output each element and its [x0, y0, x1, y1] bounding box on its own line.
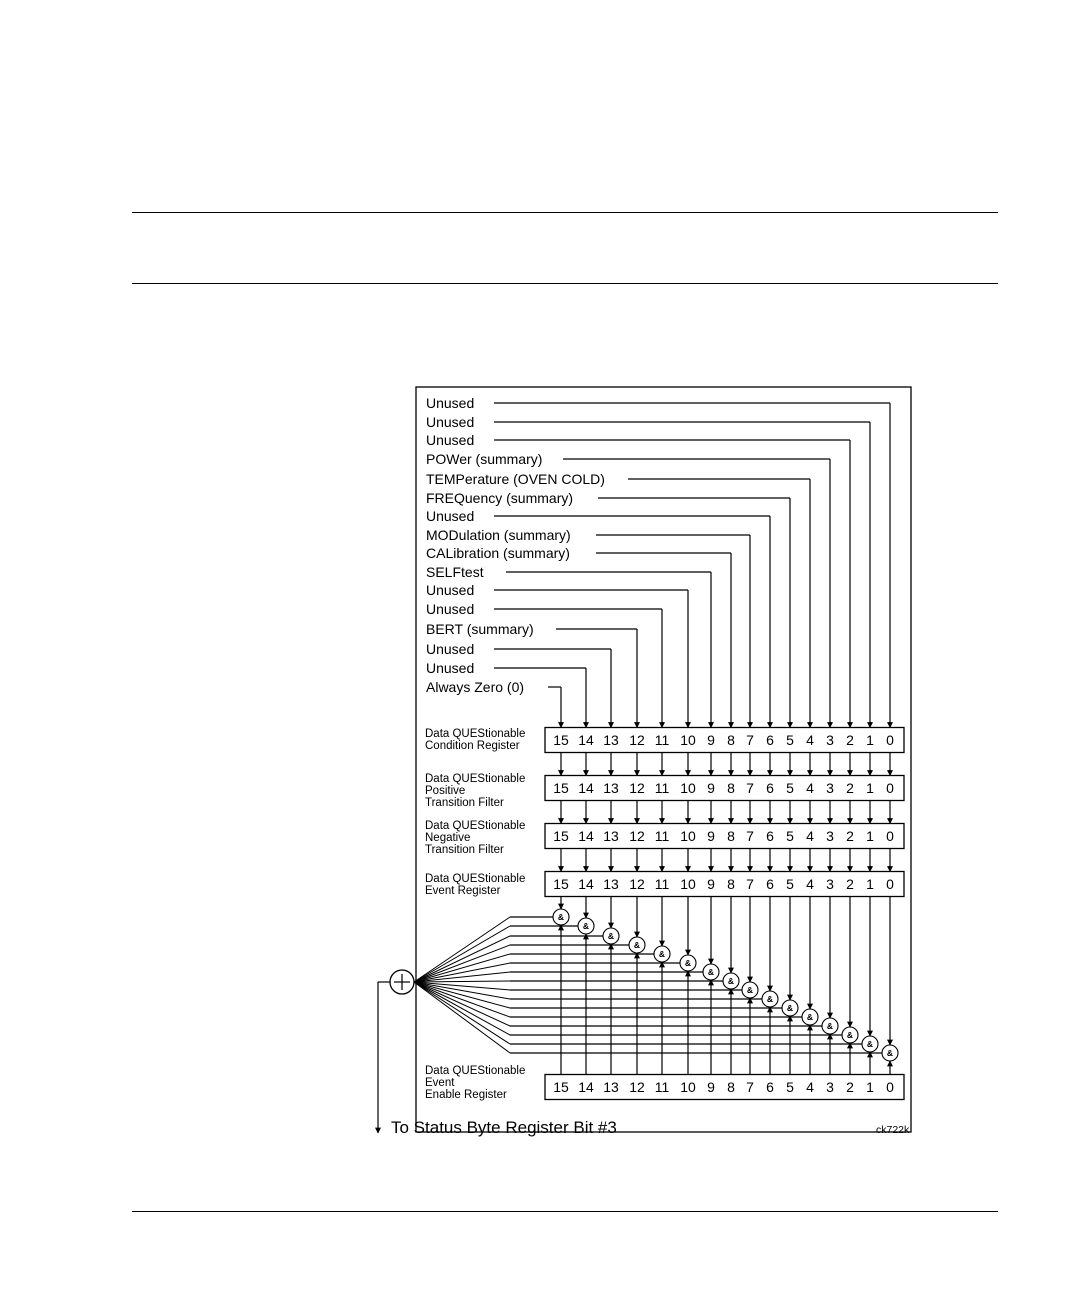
gate-to-summary-line: [414, 945, 510, 982]
bit-number: 7: [746, 732, 754, 748]
bit-number: 6: [766, 732, 774, 748]
gate-to-summary-line: [414, 982, 510, 1044]
bit-number: 12: [629, 1079, 645, 1095]
bit-number: 2: [846, 732, 854, 748]
bit-number: 6: [766, 828, 774, 844]
bit-number: 8: [727, 828, 735, 844]
gate-to-summary-line: [414, 982, 510, 1035]
and-gate-symbol: &: [707, 967, 715, 977]
bit-number: 1: [866, 780, 874, 796]
bit-number: 9: [707, 1079, 715, 1095]
bit-number: 13: [603, 828, 619, 844]
bit-number: 8: [727, 732, 735, 748]
and-gate: [762, 991, 778, 1007]
bit-number: 0: [886, 828, 894, 844]
register-label: Data QUEStionable: [425, 873, 526, 885]
register-1: [425, 773, 904, 809]
register-label: Event Register: [425, 885, 501, 897]
gate-to-summary-line: [414, 954, 510, 982]
bit-number: 2: [846, 828, 854, 844]
bit-number: 15: [553, 1079, 569, 1095]
register-label: Data QUEStionable: [425, 773, 526, 785]
and-gate: [782, 1000, 798, 1016]
bit-number: 8: [727, 876, 735, 892]
figure-id: ck722k: [876, 1124, 910, 1136]
bit-number: 12: [629, 876, 645, 892]
and-gate-symbol: &: [658, 949, 666, 959]
and-gate-symbol: &: [846, 1030, 854, 1040]
bit-number: 3: [826, 828, 834, 844]
bit-number: 5: [786, 828, 794, 844]
and-gate-symbol: &: [727, 976, 735, 986]
and-gate-symbol: &: [826, 1021, 834, 1031]
and-gate-symbol: &: [866, 1039, 874, 1049]
and-gate-symbol: &: [607, 931, 615, 941]
bit-number: 15: [553, 732, 569, 748]
bit-number: 13: [603, 876, 619, 892]
and-gate: [629, 937, 645, 953]
bit-number: 3: [826, 732, 834, 748]
and-gate-symbol: &: [766, 994, 774, 1004]
bit-number: 14: [578, 828, 594, 844]
and-gate: [680, 955, 696, 971]
bit-number: 15: [553, 780, 569, 796]
bit-number: 5: [786, 780, 794, 796]
and-gate: [822, 1018, 838, 1034]
bit-number: 9: [707, 876, 715, 892]
register-label: Data QUEStionable: [425, 820, 526, 832]
signal-label: Unused: [426, 395, 475, 411]
bit-number: 5: [786, 732, 794, 748]
register-0: [425, 728, 904, 753]
register-label: Data QUEStionable: [425, 1065, 526, 1077]
bit-number: 8: [727, 1079, 735, 1095]
bit-number: 9: [707, 732, 715, 748]
register-label: Condition Register: [425, 740, 520, 752]
and-gates: [553, 909, 898, 1061]
gate-to-summary-line: [414, 981, 510, 982]
signal-label: Unused: [426, 508, 475, 524]
and-gate-symbol: &: [806, 1012, 814, 1022]
bit-number: 12: [629, 732, 645, 748]
and-gate: [603, 928, 619, 944]
signal-label: Unused: [426, 641, 475, 657]
bit-number: 8: [727, 780, 735, 796]
signal-label: Unused: [426, 582, 475, 598]
bit-number: 6: [766, 780, 774, 796]
and-gate: [862, 1036, 878, 1052]
bit-number: 5: [786, 876, 794, 892]
register-label: Enable Register: [425, 1089, 507, 1101]
bit-number: 14: [578, 732, 594, 748]
bit-number: 14: [578, 1079, 594, 1095]
bit-number: 3: [826, 1079, 834, 1095]
bit-number: 10: [680, 1079, 696, 1095]
signal-label: Unused: [426, 432, 475, 448]
signal-label: Unused: [426, 601, 475, 617]
bit-number: 4: [806, 1079, 814, 1095]
bit-number: 11: [654, 876, 670, 892]
bit-number: 15: [553, 876, 569, 892]
and-gate: [553, 909, 569, 925]
bit-number: 11: [654, 732, 670, 748]
bit-number: 9: [707, 780, 715, 796]
bit-number: 6: [766, 876, 774, 892]
bit-number: 3: [826, 780, 834, 796]
signal-label: Always Zero (0): [426, 679, 525, 695]
register-4: [425, 1065, 904, 1101]
bit-number: 2: [846, 780, 854, 796]
bit-number: 11: [654, 828, 670, 844]
bit-number: 7: [746, 1079, 754, 1095]
register-label: Event: [425, 1077, 455, 1089]
and-gate: [654, 946, 670, 962]
bit-number: 7: [746, 828, 754, 844]
and-gate-symbol: &: [684, 958, 692, 968]
bit-number: 2: [846, 876, 854, 892]
bit-number: 1: [866, 1079, 874, 1095]
signal-label: Unused: [426, 660, 475, 676]
bit-number: 4: [806, 732, 814, 748]
bit-number: 2: [846, 1079, 854, 1095]
bit-number: 1: [866, 828, 874, 844]
bit-number: 14: [578, 780, 594, 796]
signal-label: FREQuency (summary): [426, 490, 574, 506]
summary-logic: [378, 970, 414, 1133]
registers: [425, 728, 904, 1102]
and-gate: [742, 982, 758, 998]
bit-number: 0: [886, 732, 894, 748]
bit-number: 10: [680, 732, 696, 748]
gate-to-summary-line: [414, 982, 510, 1053]
signal-label: SELFtest: [426, 564, 484, 580]
register-3: [425, 872, 904, 898]
output-label: To Status Byte Register Bit #3: [391, 1118, 617, 1137]
and-gate: [882, 1045, 898, 1061]
register-label: Data QUEStionable: [425, 728, 526, 740]
bit-number: 7: [746, 876, 754, 892]
bit-number: 10: [680, 828, 696, 844]
bit-number: 13: [603, 732, 619, 748]
bit-number: 14: [578, 876, 594, 892]
bit-number: 4: [806, 780, 814, 796]
bit-number: 0: [886, 1079, 894, 1095]
and-gate: [802, 1009, 818, 1025]
bit-number: 13: [603, 1079, 619, 1095]
bit-number: 4: [806, 876, 814, 892]
bit-number: 11: [654, 780, 670, 796]
gate-to-summary-line: [414, 982, 510, 1017]
signal-label: MODulation (summary): [426, 527, 571, 543]
and-gate-symbol: &: [886, 1048, 894, 1058]
and-gate: [578, 918, 594, 934]
and-gate-symbol: &: [582, 921, 590, 931]
register-2: [425, 820, 904, 856]
bit-number: 12: [629, 828, 645, 844]
bit-number: 3: [826, 876, 834, 892]
and-gate-symbol: &: [633, 940, 641, 950]
signal-label: Unused: [426, 414, 475, 430]
bit-number: 4: [806, 828, 814, 844]
and-gate-symbol: &: [746, 985, 754, 995]
bit-number: 0: [886, 876, 894, 892]
bit-number: 13: [603, 780, 619, 796]
register-label: Positive: [425, 785, 466, 797]
register-label: Transition Filter: [425, 844, 504, 856]
bit-number: 1: [866, 732, 874, 748]
register-label: Negative: [425, 832, 471, 844]
bit-number: 9: [707, 828, 715, 844]
bit-number: 1: [866, 876, 874, 892]
signal-label: TEMPerature (OVEN COLD): [426, 471, 605, 487]
gate-to-summary-line: [414, 936, 510, 982]
signal-label: POWer (summary): [426, 451, 543, 467]
bit-number: 15: [553, 828, 569, 844]
bit-number: 10: [680, 876, 696, 892]
bit-number: 5: [786, 1079, 794, 1095]
signal-label: CALibration (summary): [426, 545, 570, 561]
bit-number: 0: [886, 780, 894, 796]
bit-number: 10: [680, 780, 696, 796]
bit-number: 6: [766, 1079, 774, 1095]
and-gate: [842, 1027, 858, 1043]
bit-number: 7: [746, 780, 754, 796]
signal-label: BERT (summary): [426, 621, 534, 637]
bit-number: 11: [654, 1079, 670, 1095]
bit-number: 12: [629, 780, 645, 796]
and-gate: [723, 973, 739, 989]
and-gate-symbol: &: [557, 912, 565, 922]
and-gate: [703, 964, 719, 980]
and-gate-symbol: &: [786, 1003, 794, 1013]
register-label: Transition Filter: [425, 797, 504, 809]
